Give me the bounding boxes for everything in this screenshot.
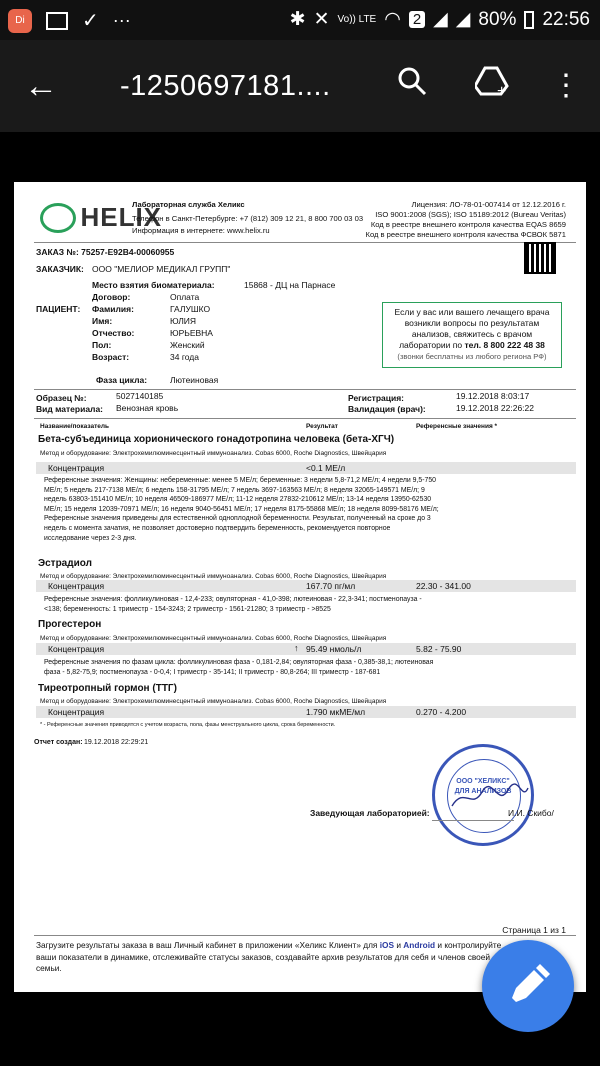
contact-phone[interactable]: тел. 8 800 222 48 38	[464, 340, 545, 350]
footer-l1a: Загрузите результаты заказа в ваш Личный кабинет в приложении «Хеликс Клиент» для	[36, 940, 380, 950]
test-method: Метод и оборудование: Электрохемилюминесцентный иммуноанализ. Cobas 6000, Roche Diagnostics, Швейцария	[40, 450, 387, 457]
footer-l1b: и контролируйте	[435, 940, 502, 950]
helix-logo-text: HELIX	[80, 202, 163, 232]
note-line: недель с момента зачатия, не позволяет достоверно подтвердить беременность, рекомендуется повторное	[44, 524, 391, 532]
contact-line-3: анализов, свяжитесь с врачом	[411, 329, 533, 339]
age-label: Возраст:	[92, 352, 130, 362]
name-value: ЮЛИЯ	[170, 316, 197, 326]
client-value: ООО "МЕЛИОР МЕДИКАЛ ГРУПП"	[92, 264, 231, 274]
stamp-text: ООО "ХЕЛИКС" ДЛЯ АНАЛИЗОВ	[454, 778, 512, 795]
contract-label: Договор:	[92, 292, 131, 302]
contact-line-1: Если у вас или вашего лечащего врача	[394, 307, 550, 317]
client-label: ЗАКАЗЧИК:	[36, 264, 84, 274]
footer-line-2: ваши показатели в динамике, отслеживайте статусы заказов, создавайте архив результатов для себя и членов своей	[36, 951, 491, 962]
reg-label: Регистрация:	[348, 393, 405, 403]
place-label: Место взятия биоматериала:	[92, 280, 215, 290]
note-line: фаза - 5,82-75,9; постменопауза - 0-0,4; I триместр - 35-141; II триместр - 80,8-264; III триместр - 187-681	[44, 668, 381, 676]
val-label: Валидация (врач):	[348, 404, 426, 414]
divider	[34, 242, 576, 243]
patient-label: ПАЦИЕНТ:	[36, 304, 81, 314]
search-icon[interactable]	[392, 66, 432, 106]
signature-line	[432, 820, 514, 821]
sample-type-label: Вид материала:	[36, 404, 104, 414]
battery-label: 80%	[478, 8, 517, 30]
contact-box	[382, 302, 562, 368]
divider	[34, 935, 576, 936]
helix-logo-icon	[40, 203, 76, 233]
col-header-name: Название/показатель	[40, 423, 110, 430]
mute-icon: ✕	[313, 9, 330, 30]
test-method: Метод и оборудование: Электрохемилюминесцентный иммуноанализ. Cobas 6000, Roche Diagnostics, Швейцария	[40, 573, 387, 580]
test-title: Тиреотропный гормон (ТТГ)	[38, 683, 177, 694]
signal-icon-2: ◢	[455, 9, 471, 30]
bluetooth-icon: ✱	[289, 9, 306, 30]
lab-info: Информация в интернете: www.helix.ru	[132, 226, 270, 235]
wifi-icon: ◠	[384, 9, 401, 30]
test-title: Эстрадиол	[38, 558, 92, 569]
footer-line-3: семьи.	[36, 963, 62, 973]
note-line: исследование через 2-3 дня.	[44, 534, 137, 542]
head-lab-name: И.И. Скибо/	[508, 808, 554, 818]
test-title: Прогестерон	[38, 619, 102, 630]
surname-value: ГАЛУШКО	[170, 304, 211, 314]
phase-value: Лютеиновая	[170, 375, 219, 385]
param-label: Концентрация	[48, 463, 105, 473]
more-notifications-icon: ···	[112, 10, 131, 30]
divider	[34, 418, 576, 419]
footer-and: и	[394, 940, 404, 950]
ref-value: 0.270 - 4.200	[416, 707, 467, 717]
footnote: * - Референсные значения приводятся с учетом возраста, пола, фазы менструального цикла, срока беременности.	[40, 722, 336, 728]
result-value: 167.70 пг/мл	[306, 581, 356, 591]
place-value: 15868 - ДЦ на Парнасе	[244, 280, 336, 290]
contact-line-4-prefix: лаборатории по	[399, 340, 465, 350]
lab-eqas: Код в реестре внешнего контроля качества EQAS 8659	[370, 220, 566, 229]
ref-value: 5.82 - 75.90	[416, 644, 462, 654]
lab-phone: Телефон в Санкт-Петербурге: +7 (812) 309 12 21, 8 800 700 03 03	[132, 214, 364, 223]
svg-text:+: +	[497, 83, 507, 96]
result-value: 95.49 нмоль/л	[306, 644, 362, 654]
volte-label: Vo)) LTE	[337, 14, 377, 25]
param-label: Концентрация	[48, 581, 105, 591]
back-arrow-icon[interactable]: ←	[24, 67, 58, 105]
battery-icon	[524, 11, 534, 29]
note-line: МЕ/л; 15 неделя 12039-70971 МЕ/л; 16 неделя 9040-56451 МЕ/л; 17 неделя 8175-55868 МЕ/л; 18 неделя 8099-58176 МЕ/л;	[44, 505, 439, 513]
name-label: Имя:	[92, 316, 113, 326]
param-label: Концентрация	[48, 707, 105, 717]
patronymic-value: ЮРЬЕВНА	[170, 328, 213, 338]
val-value: 19.12.2018 22:26:22	[456, 403, 534, 413]
contact-line-5: (звонки бесплатны из любого региона РФ)	[397, 352, 547, 361]
document-page	[14, 182, 586, 992]
high-flag-icon: ↑	[294, 643, 299, 653]
clock: 22:56	[542, 8, 590, 30]
phase-label: Фаза цикла:	[96, 375, 148, 385]
test-notes	[44, 476, 564, 543]
qr-code	[526, 244, 554, 272]
test-method: Метод и оборудование: Электрохемилюминесцентный иммуноанализ. Cobas 6000, Roche Diagnostics, Швейцария	[40, 698, 387, 705]
app-notification-icon: Di	[8, 9, 32, 33]
reg-value: 19.12.2018 8:03:17	[456, 391, 530, 401]
document-title: -1250697181....	[120, 70, 331, 102]
lab-fsvok: Код в реестре внешнего контроля качества ФСВОК 5871	[365, 230, 566, 239]
note-line: Референсные значения: фолликулиновая - 12,4-233; овуляторная - 41,0-398; лютеиновая - 22,3-341; постменопауза -	[44, 596, 422, 603]
status-bar	[0, 0, 600, 40]
note-line: Референсные значения по фазам цикла: фолликулиновая фаза - 0,181-2,84; овуляторная фаза - 0,385-38,1; лютеиновая	[44, 659, 434, 666]
test-notes	[44, 658, 564, 677]
surname-label: Фамилия:	[92, 304, 134, 314]
lab-license: Лицензия: ЛО-78-01-007414 от 12.12.2016 г.	[411, 200, 566, 209]
head-lab-label: Заведующая лабораторией:	[310, 808, 430, 818]
ios-link[interactable]: iOS	[379, 940, 395, 950]
note-line: Референсные значения приведены для естественной одноплодной беременности. Результат, полученный на сроке до 3	[44, 515, 431, 523]
result-value: <0.1 МЕ/л	[306, 463, 346, 473]
created-value: 19.12.2018 22:29:21	[84, 739, 149, 746]
result-value: 1.790 мкМЕ/мл	[306, 707, 366, 717]
contract-value: Оплата	[170, 292, 200, 302]
android-link[interactable]: Android	[403, 940, 436, 950]
sex-label: Пол:	[92, 340, 112, 350]
note-line: недель 63803-151410 МЕ/л; 10 неделя 46509-186977 МЕ/л; 11-12 неделя 27832-210612 МЕ/л; 13-14 неделя 13950-62530	[44, 496, 432, 504]
image-icon	[46, 12, 68, 30]
note-line: МЕ/л; 5 недель 217-7138 МЕ/л; 6 недель 158-31795 МЕ/л; 7 недель 3697-163563 МЕ/л; 8 неделя 32065-149571 МЕ/л; 9	[44, 486, 425, 494]
lab-iso: ISO 9001:2008 (SGS); ISO 15189:2012 (Bureau Veritas)	[375, 210, 566, 219]
test-method: Метод и оборудование: Электрохемилюминесцентный иммуноанализ. Cobas 6000, Roche Diagnostics, Швейцария	[40, 635, 387, 642]
note-line: Референсные значения: Женщины: небеременные: менее 5 МЕ/л; беременные: 3 недели 5,8-71,2 МЕ/л; 4 недели 9,5-750	[44, 477, 436, 484]
notif-count-badge: 2	[409, 11, 425, 28]
patronymic-label: Отчество:	[92, 328, 135, 338]
contact-line-2: возникли вопросы по результатам	[404, 318, 540, 328]
order-number: ЗАКАЗ №: 75257-E92B4-00060955	[36, 247, 175, 257]
param-label: Концентрация	[48, 644, 105, 654]
lab-name: Лабораторная служба Хеликс	[132, 200, 245, 209]
check-icon: ✓	[82, 10, 99, 32]
pencil-icon	[482, 940, 574, 1032]
note-line: <138; беременность: 1 триместр - 154-3243; 2 триместр - 1561-21280; 3 триместр - >8525	[44, 605, 331, 613]
contact-line-4	[383, 340, 561, 351]
app-bar	[0, 40, 600, 132]
sample-type-value: Венозная кровь	[116, 403, 179, 413]
col-header-ref: Референсные значения *	[416, 423, 498, 430]
col-header-result: Результат	[306, 423, 338, 430]
edit-button[interactable]	[482, 940, 574, 1032]
divider	[34, 389, 576, 390]
signal-icon: ◢	[433, 9, 448, 30]
ref-value: 22.30 - 341.00	[416, 581, 471, 591]
age-value: 34 года	[170, 352, 199, 362]
add-to-drive-icon[interactable]	[472, 66, 512, 106]
sample-id-label: Образец №:	[36, 393, 87, 403]
created-label: Отчет создан:	[34, 739, 83, 746]
sex-value: Женский	[170, 340, 205, 350]
sample-id-value: 5027140185	[116, 391, 164, 401]
page-number: Страница 1 из 1	[502, 925, 566, 935]
overflow-menu-icon[interactable]: ⋮	[551, 69, 581, 102]
test-title: Бета-субъединица хорионического гонадотропина человека (бета-ХГЧ)	[38, 434, 395, 445]
test-notes	[44, 595, 564, 614]
